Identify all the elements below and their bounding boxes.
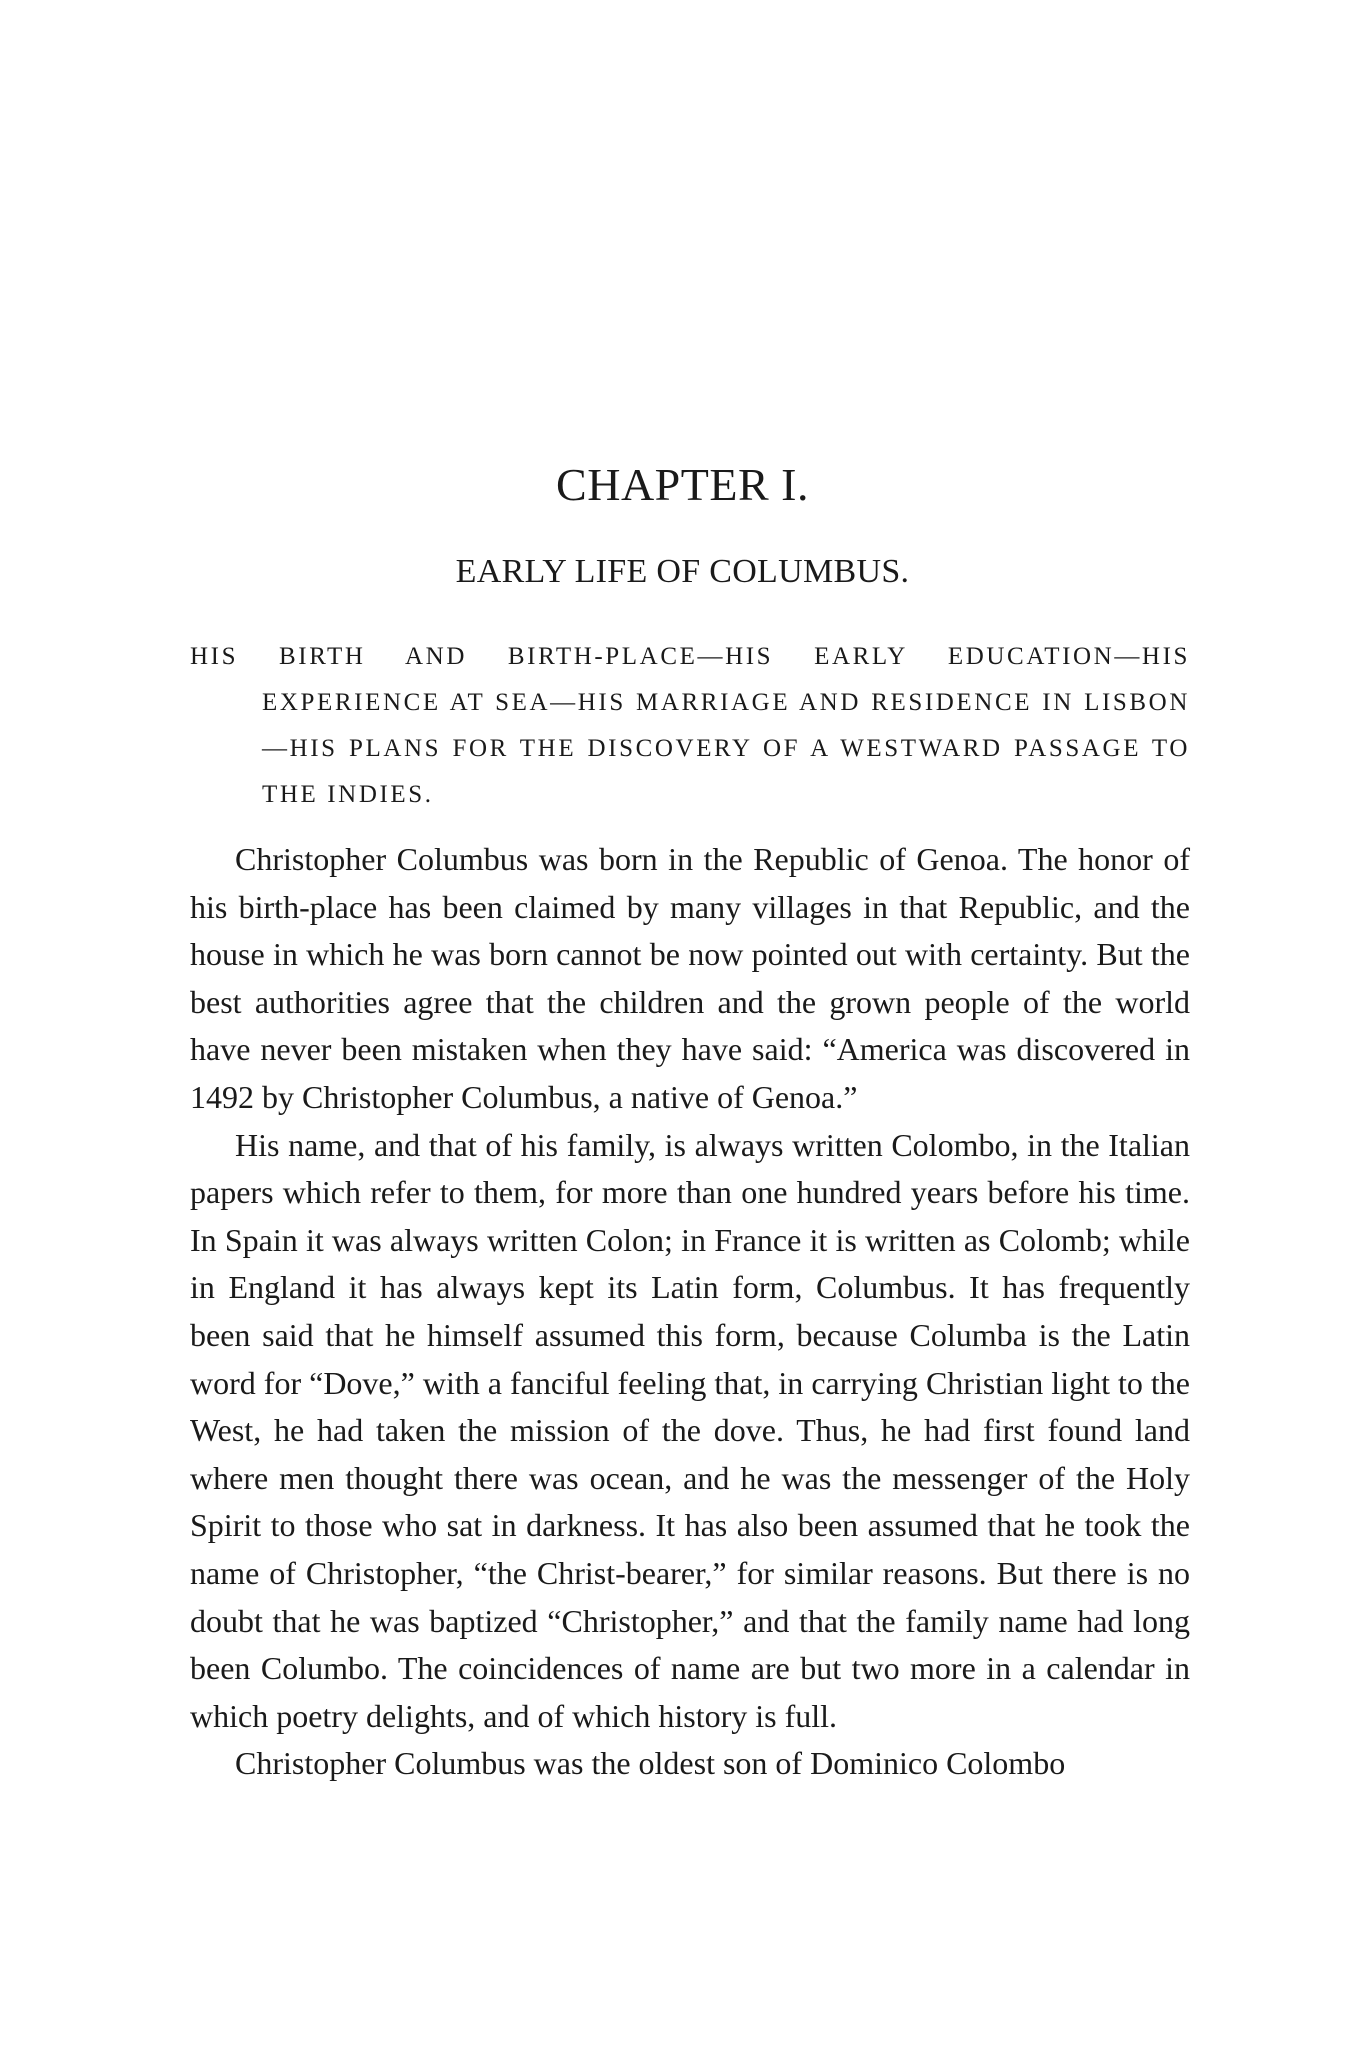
body-paragraph: Christopher Columbus was the oldest son of Dominico Colombo <box>235 1745 1066 1782</box>
chapter-subtitle: EARLY LIFE OF COLUMBUS. <box>455 553 910 590</box>
chapter-title: CHAPTER I. <box>556 459 809 510</box>
body-paragraph: Christopher Columbus was born in the Republic of Genoa. The honor of his birth-place has been claimed by many villages in that Republic, and the house in which he was born cannot be now pointed out with certainty. But the best authorities agree that the children and the grown people of the world have never been mistaken when they have said: “America was discovered in 1492 by Christopher Columbus, a native of Genoa.” <box>190 841 1190 1115</box>
chapter-summary: HIS BIRTH AND BIRTH-PLACE—HIS EARLY EDUCATION—HIS EXPERIENCE AT SEA—HIS MARRIAGE AND RESIDENCE IN LISBON—HIS PLANS FOR THE DISCOVERY OF A WESTWARD PASSAGE TO THE INDIES. <box>190 643 1190 808</box>
chapter-body <box>190 836 1190 1788</box>
body-paragraph: His name, and that of his family, is always written Colombo, in the Italian papers which refer to them, for more than one hundred years before his time. In Spain it was always written Colon; in France it is written as Colomb; while in England it has always kept its Latin form, Columbus. It has frequently been said that he himself assumed this form, because Columba is the Latin word for “Dove,” with a fanciful feeling that, in carrying Christian light to the West, he had taken the mission of the dove. Thus, he had first found land where men thought there was ocean, and he was the messenger of the Holy Spirit to those who sat in darkness. It has also been assumed that he took the name of Christopher, “the Christ-bearer,” for similar reasons. But there is no doubt that he was baptized “Christopher,” and that the family name had long been Columbo. The coincidences of name are but two more in a calendar in which poetry delights, and of which history is full. <box>190 1126 1190 1734</box>
